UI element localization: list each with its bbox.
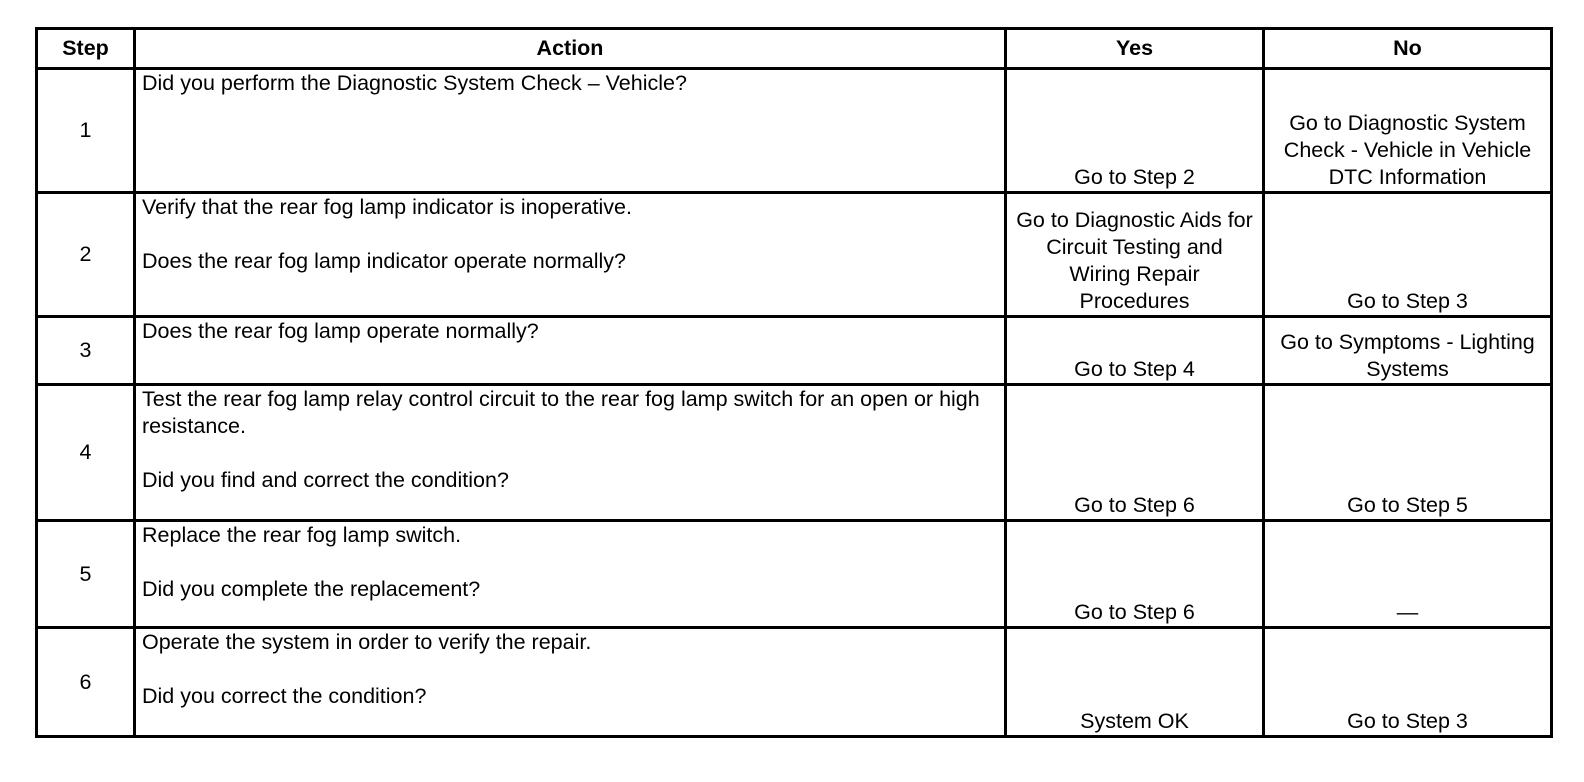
no-outcome: Go to Symptoms - Lighting Systems — [1264, 317, 1552, 385]
table-row-step-3 — [37, 317, 1552, 385]
action-cell — [135, 193, 1006, 317]
action-question: Did you find and correct the condition? — [142, 468, 509, 492]
table-row-step-1 — [37, 69, 1552, 193]
yes-outcome: System OK — [1006, 628, 1264, 737]
action-cell — [135, 521, 1006, 628]
table-row-step-6 — [37, 628, 1552, 737]
table-row-step-2 — [37, 193, 1552, 317]
header-no: No — [1264, 29, 1552, 69]
no-outcome: Go to Step 3 — [1264, 628, 1552, 737]
action-text: Did you perform the Diagnostic System Check – Vehicle? — [142, 71, 687, 95]
action-instruction: Verify that the rear fog lamp indicator is inoperative. — [142, 195, 632, 219]
step-number: 5 — [37, 521, 135, 628]
table-row-step-5 — [37, 521, 1552, 628]
yes-outcome: Go to Diagnostic Aids for Circuit Testing and Wiring Repair Procedures — [1006, 193, 1264, 317]
header-action: Action — [135, 29, 1006, 69]
yes-outcome: Go to Step 2 — [1006, 69, 1264, 193]
no-outcome: Go to Step 3 — [1264, 193, 1552, 317]
header-step: Step — [37, 29, 135, 69]
diagnostic-table — [35, 27, 1553, 738]
action-cell — [135, 628, 1006, 737]
step-number: 4 — [37, 385, 135, 521]
yes-outcome: Go to Step 6 — [1006, 385, 1264, 521]
no-outcome: Go to Step 5 — [1264, 385, 1552, 521]
step-number: 1 — [37, 69, 135, 193]
action-instruction: Test the rear fog lamp relay control circuit to the rear fog lamp switch for an open or high resistance. — [142, 387, 980, 438]
table-header-row — [37, 29, 1552, 69]
no-outcome: Go to Diagnostic System Check - Vehicle in Vehicle DTC Information — [1264, 69, 1552, 193]
step-number: 2 — [37, 193, 135, 317]
action-text: Does the rear fog lamp operate normally? — [142, 319, 539, 343]
step-number: 3 — [37, 317, 135, 385]
table-row-step-4 — [37, 385, 1552, 521]
yes-outcome: Go to Step 4 — [1006, 317, 1264, 385]
action-cell — [135, 317, 1006, 385]
action-question: Did you complete the replacement? — [142, 577, 481, 601]
no-outcome: — — [1264, 521, 1552, 628]
yes-outcome: Go to Step 6 — [1006, 521, 1264, 628]
action-instruction: Operate the system in order to verify the repair. — [142, 630, 592, 654]
header-yes: Yes — [1006, 29, 1264, 69]
step-number: 6 — [37, 628, 135, 737]
action-question: Does the rear fog lamp indicator operate normally? — [142, 249, 627, 273]
action-cell — [135, 69, 1006, 193]
action-question: Did you correct the condition? — [142, 684, 427, 708]
action-cell — [135, 385, 1006, 521]
action-instruction: Replace the rear fog lamp switch. — [142, 523, 462, 547]
